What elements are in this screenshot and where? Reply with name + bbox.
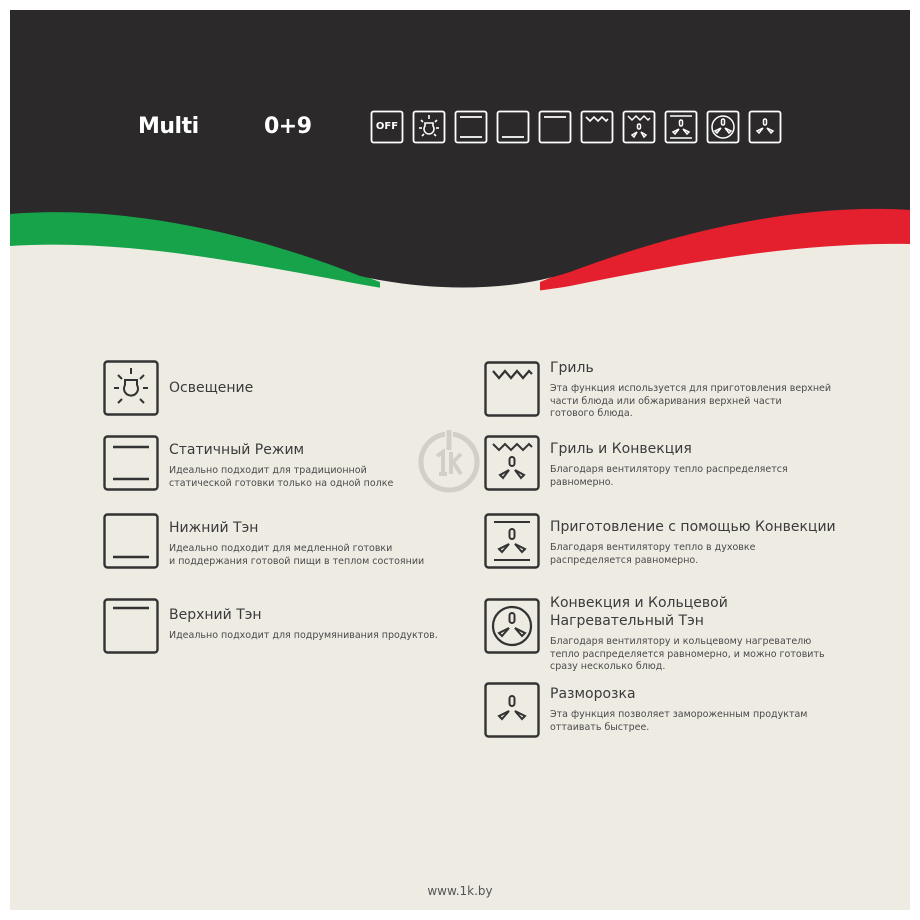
lamp-icon: [103, 360, 159, 416]
feature-description: Эта функция позволяет замороженным продуктам оттаивать быстрее.: [550, 709, 808, 733]
feature-description: Благодаря вентилятору тепло в духовке распределяется равномерно.: [550, 542, 756, 566]
ring-heater-convection-icon: [484, 598, 540, 654]
feature-description: Благодаря вентилятору тепло распределяется равномерно.: [550, 464, 788, 488]
feature-text: [550, 685, 870, 734]
feature-description: Идеально подходит для подрумянивания продуктов.: [169, 630, 438, 641]
footer-url: www.1k.by: [427, 884, 493, 898]
top-heater-icon: [538, 110, 572, 144]
off-icon-label: OFF: [375, 121, 399, 132]
defrost-icon: [748, 110, 782, 144]
feature-title: Конвекция и Кольцевой Нагревательный Тэн: [550, 595, 728, 629]
grill-icon: [580, 110, 614, 144]
defrost-icon: [484, 682, 540, 738]
off-icon: [370, 110, 404, 144]
static-mode-icon: [103, 435, 159, 491]
feature-title: Освещение: [169, 380, 254, 396]
feature-text: [169, 441, 489, 490]
grill-icon: [484, 361, 540, 417]
feature-title: Нижний Тэн: [169, 520, 259, 536]
grill-convection-icon: [622, 110, 656, 144]
bottom-heater-icon: [103, 513, 159, 569]
grill-convection-icon: [484, 435, 540, 491]
feature-text: [169, 519, 489, 568]
header-mode-count: 0+9: [264, 114, 312, 139]
feature-text: [550, 518, 890, 567]
feature-text: [550, 359, 870, 421]
feature-text: [550, 594, 890, 674]
feature-description: Идеально подходит для традиционной статической готовки только на одной полке: [169, 465, 394, 489]
lamp-icon: [412, 110, 446, 144]
convection-icon: [484, 513, 540, 569]
feature-title: Статичный Режим: [169, 442, 305, 458]
top-heater-icon: [103, 598, 159, 654]
feature-title: Приготовление с помощью Конвекции: [550, 519, 836, 535]
feature-text: [550, 440, 870, 489]
header-background: [10, 10, 910, 310]
infographic: [10, 10, 910, 910]
feature-description: Благодаря вентилятору и кольцевому нагревателю тепло распределяется равномерно, и можно готовить сразу несколько блюд.: [550, 636, 825, 672]
feature-text: [169, 379, 469, 397]
feature-title: Верхний Тэн: [169, 607, 262, 623]
feature-description: Идеально подходит для медленной готовки и поддержания готовой пищи в теплом состоянии: [169, 543, 425, 567]
feature-title: Разморозка: [550, 686, 636, 702]
feature-description: Эта функция используется для приготовления верхней части блюда или обжаривания верхней части готового блюда.: [550, 383, 832, 419]
ring-heater-convection-icon: [706, 110, 740, 144]
feature-title: Гриль: [550, 360, 594, 376]
feature-title: Гриль и Конвекция: [550, 441, 692, 457]
bottom-heater-icon: [496, 110, 530, 144]
convection-icon: [664, 110, 698, 144]
header-title: Multi: [138, 114, 199, 139]
static-mode-icon: [454, 110, 488, 144]
feature-text: [169, 606, 489, 643]
